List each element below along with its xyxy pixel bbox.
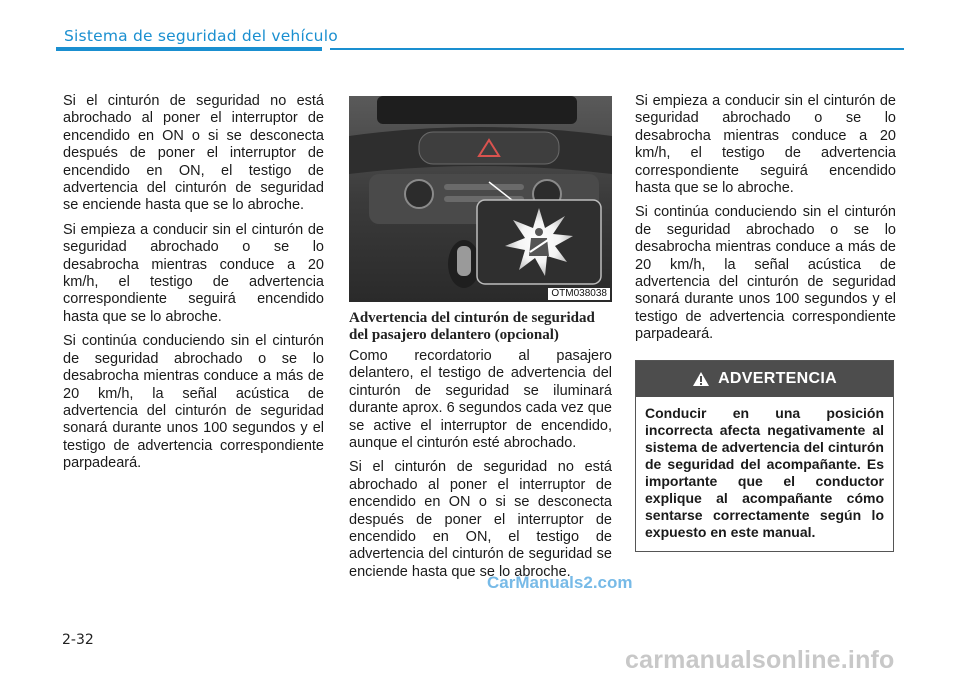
header-rule-accent <box>56 47 322 51</box>
watermark-large: carmanualsonline.info <box>625 646 895 674</box>
image-code-label: OTM038038 <box>548 288 610 300</box>
warning-title: ADVERTENCIA <box>718 369 837 387</box>
dashboard-illustration <box>349 96 612 302</box>
warning-triangle-icon <box>692 371 710 387</box>
paragraph: Como recordatorio al pasajero delantero, el testigo de advertencia del cinturón de seguridad se iluminará durante aprox. 6 segundos cada vez que se active el interruptor de encendido, aunque el cinturón esté abrochado. <box>349 348 612 452</box>
header-rule <box>330 48 904 50</box>
warning-box <box>635 360 894 552</box>
subheading: Advertencia del cinturón de seguridad del pasajero delantero (opcional) <box>349 310 595 343</box>
warning-header <box>636 361 893 397</box>
watermark-small: CarManuals2.com <box>487 573 633 592</box>
text-column-2 <box>349 96 612 588</box>
warning-text: Conducir en una posición incorrecta afecta negativamente al sistema de advertencia del cinturón de seguridad del acompañante. Es importante que el conductor explique al acompañante cómo sentarse correctamente según lo expuesto en este manual. <box>645 404 884 540</box>
dashboard-photo <box>349 96 612 302</box>
paragraph: Si continúa conduciendo sin el cinturón de seguridad abrochado o se lo desabrocha mientras conduce a más de 20 km/h, la señal acústica de advertencia del cinturón de seguridad sonará durante unos 100 segundos y el testigo de advertencia correspondiente parpadeará. <box>63 333 324 472</box>
paragraph: Si el cinturón de seguridad no está abrochado al poner el interruptor de encendido en ON o si se desconecta después de poner el interruptor de encendido en ON, el testigo de advertencia del cinturón de seguridad se enciende hasta que se lo abroche. <box>63 93 324 214</box>
paragraph: Si el cinturón de seguridad no está abrochado al poner el interruptor de encendido en ON o si se desconecta después de poner el interruptor de encendido en ON, el testigo de advertencia del cinturón de seguridad se enciende hasta que se lo abroche. <box>349 459 612 580</box>
text-column-1 <box>63 93 324 480</box>
paragraph: Si empieza a conducir sin el cinturón de seguridad abrochado o se lo desabrocha mientras conduce a 20 km/h, el testigo de advertencia correspondiente seguirá encendido hasta que se lo abroche. <box>635 93 896 197</box>
text-column-3 <box>635 93 896 552</box>
section-title: Sistema de seguridad del vehículo <box>64 27 338 45</box>
paragraph: Si continúa conduciendo sin el cinturón de seguridad abrochado o se lo desabrocha mientras conduce a más de 20 km/h, la señal acústica de advertencia del cinturón de seguridad sonará durante unos 100 segundos y el testigo de advertencia correspondiente parpadeará. <box>635 204 896 343</box>
page-number: 2-32 <box>62 632 94 648</box>
paragraph: Si empieza a conducir sin el cinturón de seguridad abrochado o se lo desabrocha mientras conduce a 20 km/h, el testigo de advertencia correspondiente seguirá encendido hasta que se lo abroche. <box>63 221 324 325</box>
